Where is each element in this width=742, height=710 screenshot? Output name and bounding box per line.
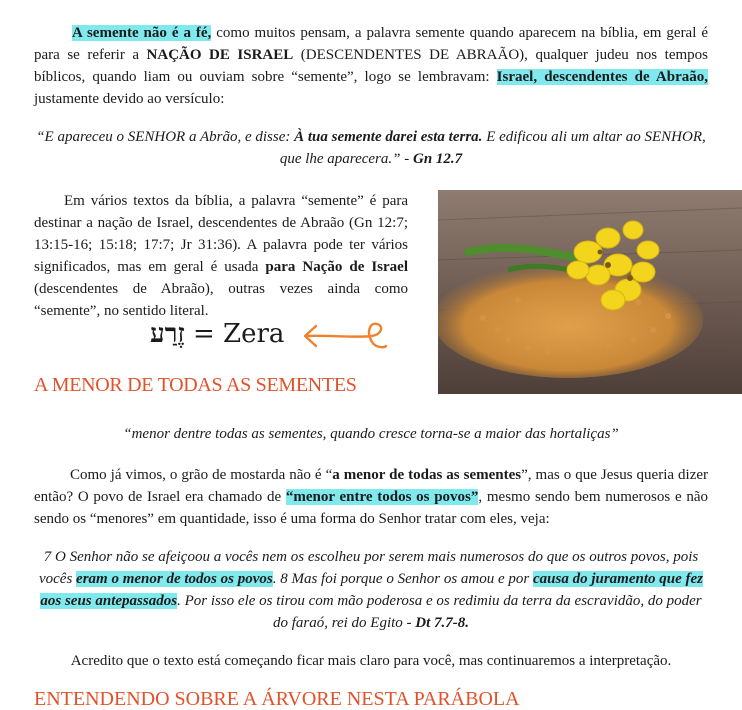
mustard-flower-image — [438, 190, 742, 394]
text: , mesmo sendo bem numerosos e não sendo os “menores” em quantidade, isso é uma forma do Senhor tratar com eles, veja: — [34, 489, 708, 527]
text: Em vários textos da bíblia, a palavra “semente” é para destinar a nação de Israel, descendentes de Abraão (Gn 12:7; 13:15-16; 15:18; 17:7; Jr 31:36). A palavra pode ter vários significados, mas em geral é usada — [34, 193, 408, 275]
quote-menor-sementes: “menor dentre todas as sementes, quando cresce torna-se a maior das hortaliças” — [123, 426, 619, 442]
quote-dt-7-7 — [34, 546, 708, 634]
text: ”, mas o que Jesus queria dizer então? O povo de Israel era chamado de — [34, 467, 709, 505]
reference: Gn 12.7 — [412, 151, 463, 167]
next-section-heading: ENTENDENDO SOBRE A ÁRVORE NESTA PARÁBOLA — [34, 688, 520, 710]
text: . 8 Mas foi porque o Senhor os amou e por — [272, 571, 533, 587]
text: (DESCENDENTES DE ABRAÃO), qualquer judeu nos tempos bíblicos, quando liam ou ouviam sobre “semente”, logo se lembravam: — [34, 47, 708, 85]
text: como muitos pensam, a palavra semente quando aparecem na bíblia, em geral é para se referir a — [34, 25, 708, 63]
highlight-menor-povos: “menor entre todos os povos” — [285, 489, 479, 505]
arrow-icon — [300, 318, 390, 354]
intro-paragraph — [34, 22, 708, 110]
highlight-menor-todos-povos: eram o menor de todos os povos — [76, 571, 273, 587]
semente-paragraph — [34, 190, 408, 322]
text: 7 O Senhor não se afeiçoou a vocês nem os escolheu por serem mais numerosos do que os outros povos, pois vocês — [38, 549, 699, 587]
text: . Por isso ele os tirou com mão poderosa e os redimiu da terra da escravidão, do poder do faraó, rei do Egito - — [177, 593, 702, 631]
quote-gn-12-7 — [34, 126, 708, 170]
highlight-israel-descendentes: Israel, descendentes de Abraão, — [496, 69, 708, 85]
reference: Dt 7.7-8. — [415, 615, 470, 631]
highlight-juramento: causa do juramento que fez aos seus antepassados — [40, 571, 704, 609]
menor-paragraph — [34, 464, 708, 530]
section-heading: A MENOR DE TODAS AS SEMENTES — [34, 374, 357, 396]
hebrew-word: זֶרַע — [150, 319, 185, 349]
mustard-photo — [438, 190, 742, 394]
zera-equals: = Zera — [184, 319, 285, 349]
text: Como já vimos, o grão de mostarda não é “ — [70, 467, 333, 483]
bold-menor-sementes: a menor de todas as sementes — [332, 467, 522, 483]
closing-paragraph: Acredito que o texto está começando ficar mais claro para você, mas continuaremos a interpretação. — [70, 653, 672, 669]
text: (descendentes de Abraão), outras vezes ainda como “semente”, no sentido literal. — [34, 281, 408, 319]
highlight-semente-nao-fe: A semente não é a fé, — [72, 25, 212, 41]
bold-nacao-israel: para Nação de Israel — [265, 259, 408, 275]
bold-israel: NAÇÃO DE ISRAEL — [146, 47, 294, 63]
text: justamente devido ao versículo: — [34, 91, 225, 107]
bold-quote: À tua semente darei esta terra. — [294, 129, 483, 145]
text: “E apareceu o SENHOR a Abrão, e disse: — [36, 129, 295, 145]
hebrew-zera — [150, 318, 410, 354]
text: E edificou ali um altar ao SENHOR, que lhe aparecera.” - — [279, 129, 706, 167]
